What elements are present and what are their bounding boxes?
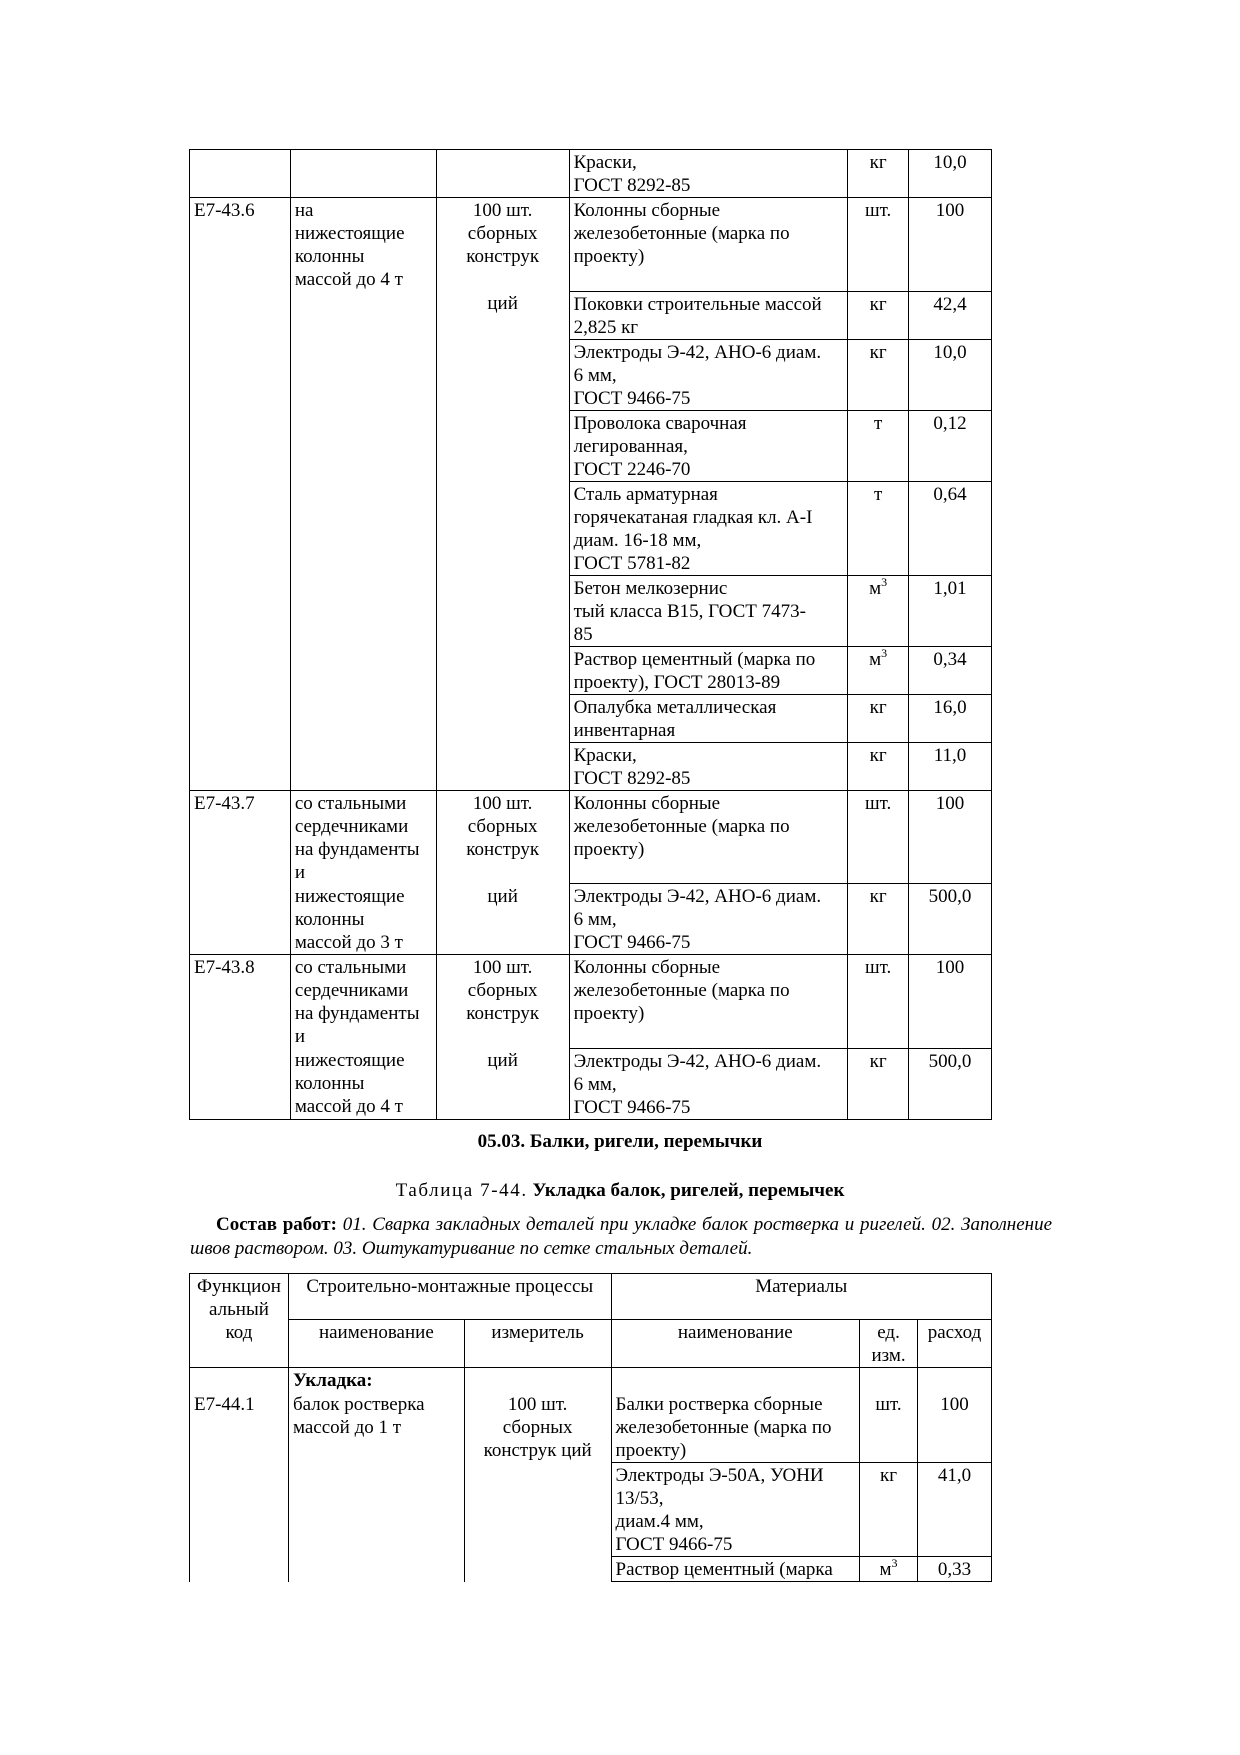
work-composition: [190, 1213, 1052, 1261]
material-name: Раствор цементный (марка по проекту), ГОСТ 28013-89: [569, 646, 848, 694]
material-qty: 0,33: [918, 1557, 992, 1582]
material-qty: 100: [909, 790, 992, 884]
material-unit: кг: [848, 291, 909, 339]
material-unit: кг: [848, 150, 909, 198]
function-code: Е7-43.6: [190, 198, 291, 791]
material-unit: кг: [848, 339, 909, 410]
material-name: Колонны сборные железобетонные (марка по проекту): [569, 955, 848, 1049]
material-unit: шт.: [848, 955, 909, 1049]
material-qty: 100: [918, 1392, 992, 1463]
material-unit: шт.: [860, 1392, 918, 1463]
table-row: [190, 790, 992, 884]
material-qty: 42,4: [909, 291, 992, 339]
header-materials: Материалы: [611, 1274, 991, 1320]
material-qty: 0,34: [909, 646, 992, 694]
header-meter: измеритель: [464, 1320, 611, 1368]
header-row: [190, 1274, 992, 1320]
material-name: Балки ростверка сборные железобетонные (марка по проекту): [611, 1392, 860, 1463]
table-row: [190, 1392, 992, 1463]
material-unit: кг: [848, 694, 909, 742]
unit-superscript: 3: [881, 645, 888, 660]
header-row: [190, 1320, 992, 1368]
subheader: Укладка:: [288, 1368, 464, 1393]
material-qty: 500,0: [909, 1048, 992, 1119]
table-row: [190, 198, 992, 292]
table-row: [190, 955, 992, 1049]
material-qty: 1,01: [909, 575, 992, 646]
material-name: Электроды Э-42, АНО-6 диам. 6 мм, ГОСТ 9466-75: [569, 339, 848, 410]
process-meter: 100 шт. сборных конструк: [436, 955, 569, 1049]
material-unit: $м^3$: [848, 646, 909, 694]
work-composition-text: 01. Сварка закладных деталей при укладке балок ростверка и ригелей. 02. Заполнение швов раствором. 03. Оштукатуривание по сетке стальных деталей.: [190, 1214, 1053, 1259]
material-unit: $м^3$: [860, 1557, 918, 1582]
material-name: Колонны сборные железобетонные (марка по проекту): [569, 790, 848, 884]
norms-table-7-44: [189, 1273, 992, 1582]
norms-table-7-43: [189, 149, 992, 1120]
unit-superscript: 3: [891, 1556, 898, 1570]
work-composition-label: Состав работ:: [216, 1214, 337, 1235]
table-caption: [0, 1180, 1240, 1202]
process-name: со стальными сердечниками на фундаменты и: [290, 790, 436, 884]
process-name: [290, 291, 436, 790]
material-unit: шт.: [848, 790, 909, 884]
header-unit: ед. изм.: [860, 1320, 918, 1368]
material-qty: 10,0: [909, 339, 992, 410]
material-qty: 0,64: [909, 481, 992, 575]
header-name: наименование: [288, 1320, 464, 1368]
material-name: Электроды Э-42, АНО-6 диам. 6 мм, ГОСТ 9466-75: [569, 884, 848, 955]
material-name: Электроды Э-50А, УОНИ 13/53, диам.4 мм, ГОСТ 9466-75: [611, 1463, 860, 1557]
function-code: Е7-43.7: [190, 790, 291, 955]
process-name: нижестоящие колонны массой до 3 т: [290, 884, 436, 955]
material-name: Поковки строительные массой 2,825 кг: [569, 291, 848, 339]
material-qty: 10,0: [909, 150, 992, 198]
function-code: Е7-44.1: [190, 1392, 289, 1582]
table-caption-prefix: Таблица 7-44.: [395, 1180, 528, 1201]
material-unit: шт.: [848, 198, 909, 292]
table-row: [190, 884, 992, 955]
unit-superscript: 3: [881, 574, 888, 589]
material-name: Раствор цементный (марка: [611, 1557, 860, 1582]
process-meter: ций: [436, 884, 569, 955]
material-name: Краски, ГОСТ 8292-85: [569, 150, 848, 198]
material-qty: 0,12: [909, 410, 992, 481]
material-name: Опалубка металлическая инвентарная: [569, 694, 848, 742]
process-meter: ций: [436, 291, 569, 790]
material-qty: 16,0: [909, 694, 992, 742]
table-caption-title: Укладка балок, ригелей, перемычек: [532, 1180, 845, 1201]
header-processes: Строительно-монтажные процессы: [288, 1274, 611, 1320]
process-name: со стальными сердечниками на фундаменты и: [290, 955, 436, 1049]
material-unit: кг: [860, 1463, 918, 1557]
table-row: [190, 150, 992, 198]
table-row: [190, 1048, 992, 1119]
process-meter: ций: [436, 1048, 569, 1119]
material-name: Бетон мелкозернис тый класса В15, ГОСТ 7473- 85: [569, 575, 848, 646]
table-row: [190, 291, 992, 339]
material-name: Сталь арматурная горячекатаная гладкая кл. А-I диам. 16-18 мм, ГОСТ 5781-82: [569, 481, 848, 575]
process-meter: 100 шт. сборных конструк ций: [464, 1392, 611, 1582]
process-meter: 100 шт. сборных конструк: [436, 790, 569, 884]
process-name: нижестоящие колонны массой до 4 т: [290, 1048, 436, 1119]
material-unit: т: [848, 410, 909, 481]
material-name: Краски, ГОСТ 8292-85: [569, 742, 848, 790]
header-qty: расход: [918, 1320, 992, 1368]
material-name: Электроды Э-42, АНО-6 диам. 6 мм, ГОСТ 9466-75: [569, 1048, 848, 1119]
header-mat-name: наименование: [611, 1320, 860, 1368]
material-unit: т: [848, 481, 909, 575]
process-meter: 100 шт. сборных конструк: [436, 198, 569, 292]
material-unit: кг: [848, 1048, 909, 1119]
material-unit: кг: [848, 884, 909, 955]
process-name: балок ростверка массой до 1 т: [288, 1392, 464, 1582]
section-title: 05.03. Балки, ригели, перемычки: [477, 1131, 763, 1152]
table-row: [190, 1368, 992, 1393]
header-code: Функцион альный код: [190, 1274, 289, 1368]
material-name: Колонны сборные железобетонные (марка по проекту): [569, 198, 848, 292]
function-code: Е7-43.8: [190, 955, 291, 1120]
material-qty: 41,0: [918, 1463, 992, 1557]
material-unit: $м^3$: [848, 575, 909, 646]
material-qty: 100: [909, 198, 992, 292]
material-qty: 500,0: [909, 884, 992, 955]
process-name: на нижестоящие колонны массой до 4 т: [290, 198, 436, 292]
material-unit: кг: [848, 742, 909, 790]
material-qty: 100: [909, 955, 992, 1049]
material-name: Проволока сварочная легированная, ГОСТ 2246-70: [569, 410, 848, 481]
material-qty: 11,0: [909, 742, 992, 790]
